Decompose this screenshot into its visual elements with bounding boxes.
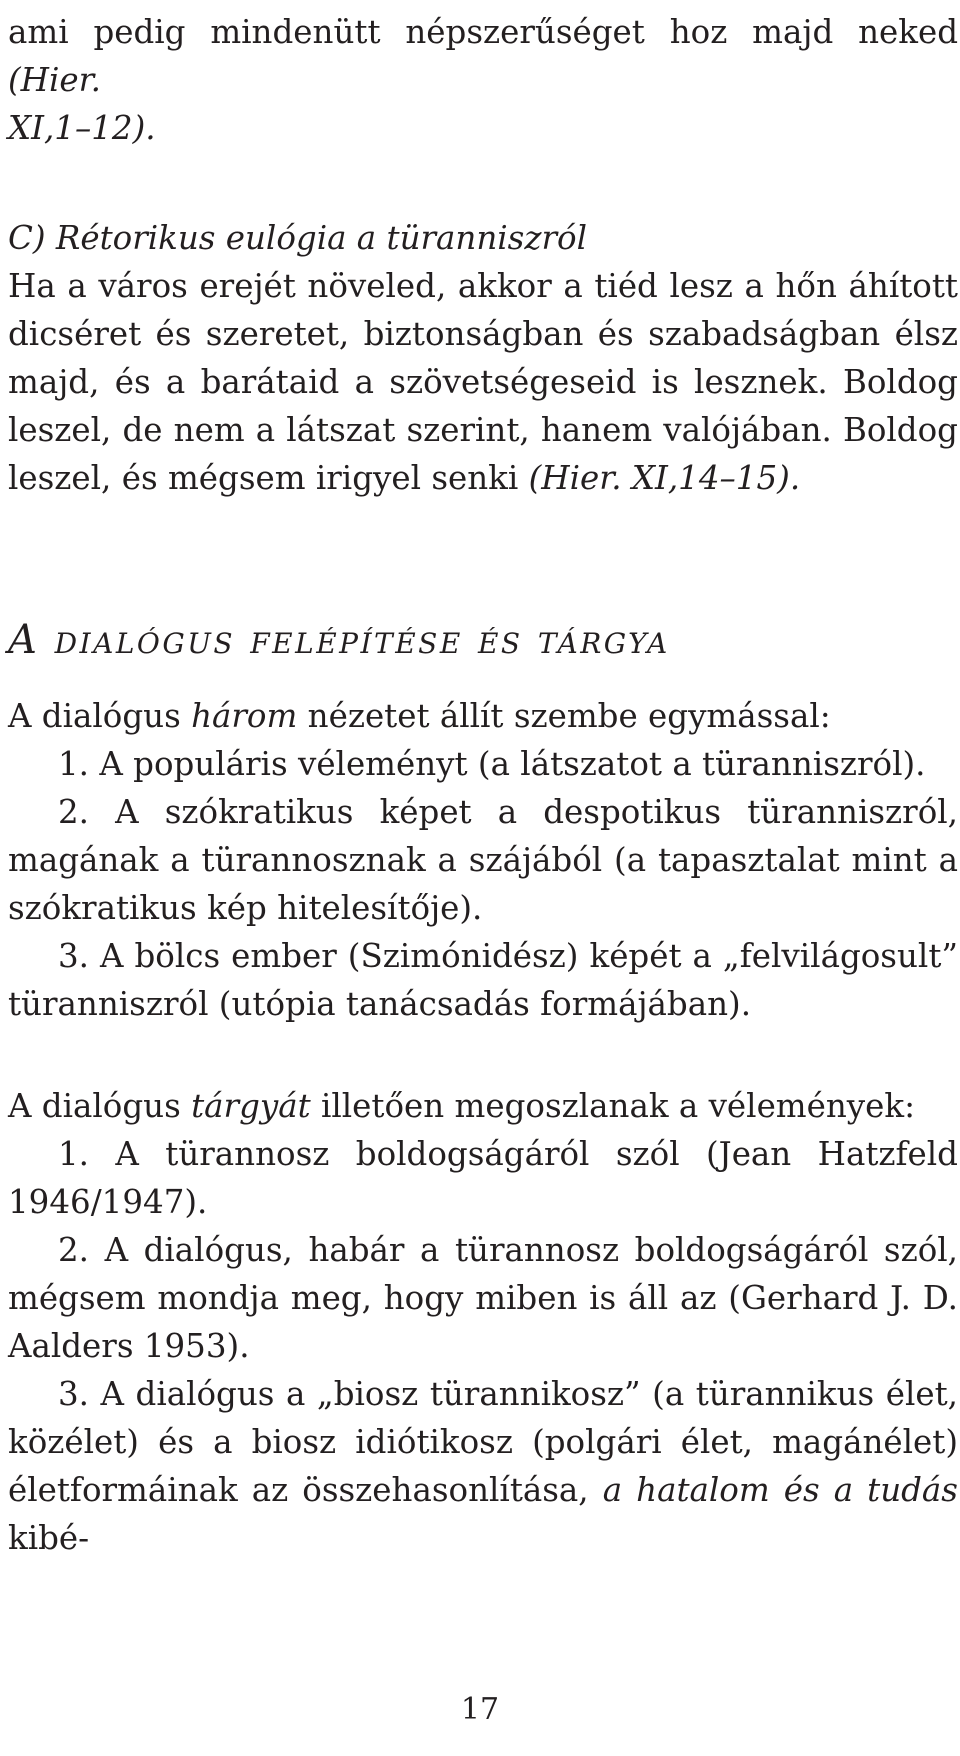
- emphasis: három: [191, 697, 298, 735]
- view-item-1: 1. A populáris véleményt (a látszatot a türanniszról).: [58, 745, 926, 783]
- citation: XI,1–12).: [8, 109, 156, 147]
- subject-intro: A dialógus tárgyát illetően megoszlanak a vélemények:: [8, 1087, 916, 1125]
- view-item-2: 2. A szókratikus képet a despotikus türanniszról, magának a türannosznak a szájából (a tapasztalat mint a szókratikus kép hitelesítője).: [8, 793, 958, 927]
- chapter-heading: A dialógus felépítése és tárgya: [8, 617, 670, 663]
- view-item-3: 3. A bölcs ember (Szimónidész) képét a „felvilágosult” türanniszról (utópia tanácsadás formájában).: [8, 937, 958, 1023]
- section-c-heading: C) Rétorikus eulógia a türanniszról: [8, 219, 587, 257]
- page-number: 17: [460, 1692, 500, 1727]
- spacer: [8, 1028, 958, 1082]
- citation: (Hier.: [8, 61, 101, 99]
- opinion-item-2: 2. A dialógus, habár a türannosz boldogságáról szól, mégsem mondja meg, hogy miben is áll az (Gerhard J. D. Aalders 1953).: [8, 1231, 958, 1365]
- emphasis: tárgyát: [191, 1087, 311, 1125]
- opinion-item-3: 3. A dialógus a „biosz türannikosz” (a türannikus élet, közélet) és a biosz idiótikosz (polgári élet, magánélet) életformáinak az összehasonlítása, a hatalom és a tudás kibé-: [8, 1375, 958, 1557]
- section-c-body: [8, 262, 958, 502]
- spacer: [8, 152, 958, 214]
- text-run: ami pedig mindenütt népszerűséget hoz majd neked: [8, 13, 958, 51]
- views-intro: A dialógus három nézetet állít szembe egymással:: [8, 697, 831, 735]
- paragraph-continuation: [8, 8, 958, 152]
- page-content: [8, 8, 958, 1562]
- spacer: [8, 502, 958, 610]
- text-run: Ha a város erejét növeled, akkor a tiéd lesz a hőn áhított dicséret és szeretet, biztonságban és szabadságban élsz majd, és a barátaid a szövetségeseid is lesznek. Boldog leszel, de nem a látszat szerint, hanem valójában. Boldog leszel, és mégsem irigyel senki: [8, 267, 958, 497]
- spacer: [8, 670, 958, 692]
- emphasis: a hatalom és a tudás: [602, 1471, 958, 1509]
- opinion-item-1: 1. A türannosz boldogságáról szól (Jean Hatzfeld 1946/1947).: [8, 1135, 958, 1221]
- citation: (Hier. XI,14–15).: [528, 459, 801, 497]
